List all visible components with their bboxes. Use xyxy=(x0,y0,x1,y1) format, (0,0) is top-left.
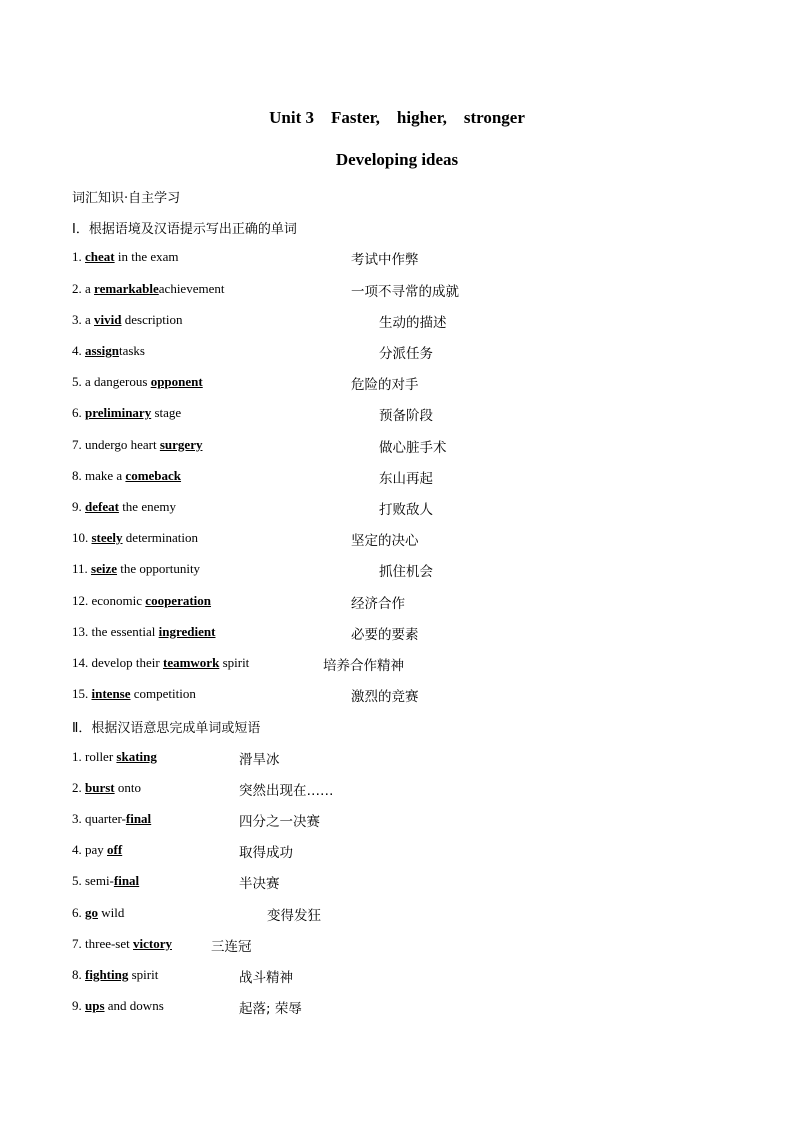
item-chinese-meaning: 半决赛 xyxy=(239,876,280,892)
item-chinese-meaning: 一项不寻常的成就 xyxy=(351,284,459,300)
item-chinese-meaning: 起落; 荣辱 xyxy=(239,1001,302,1017)
item-answer: preliminary xyxy=(85,405,152,420)
item-chinese-meaning: 坚定的决心 xyxy=(351,533,419,549)
item-answer: ingredient xyxy=(158,624,216,639)
item-answer: surgery xyxy=(159,437,203,452)
item-prefix: three-set xyxy=(85,936,134,951)
item-answer: defeat xyxy=(85,499,119,514)
item-chinese-meaning: 必要的要素 xyxy=(351,627,419,643)
list-item xyxy=(72,936,172,952)
item-chinese-meaning: 危险的对手 xyxy=(351,377,419,393)
item-suffix: onto xyxy=(114,780,141,795)
list-item xyxy=(72,499,176,515)
item-number: 2. xyxy=(72,780,82,795)
item-answer: go xyxy=(85,905,98,920)
item-chinese-meaning: 考试中作弊 xyxy=(351,252,419,268)
item-chinese-meaning: 三连冠 xyxy=(211,939,252,955)
item-chinese-meaning: 做心脏手术 xyxy=(379,440,447,456)
list-item xyxy=(72,593,211,609)
item-prefix: pay xyxy=(85,842,108,857)
item-chinese-meaning: 打败敌人 xyxy=(379,502,433,518)
list-item xyxy=(72,374,203,390)
list-item xyxy=(72,468,181,484)
list-item xyxy=(72,749,157,765)
item-chinese-meaning: 滑旱冰 xyxy=(239,752,280,768)
item-chinese-meaning: 抓住机会 xyxy=(379,564,433,580)
part2-heading: Ⅱ．根据汉语意思完成单词或短语 xyxy=(72,721,261,736)
item-suffix: tasks xyxy=(118,343,145,358)
item-answer: skating xyxy=(116,749,157,764)
item-chinese-meaning: 四分之一决赛 xyxy=(239,814,320,830)
list-item xyxy=(72,967,158,983)
item-chinese-meaning: 培养合作精神 xyxy=(323,658,404,674)
item-answer: final xyxy=(125,811,152,826)
item-answer: victory xyxy=(133,936,172,951)
item-answer: final xyxy=(113,873,140,888)
list-item xyxy=(72,405,181,421)
item-chinese-meaning: 战斗精神 xyxy=(239,970,293,986)
item-chinese-meaning: 预备阶段 xyxy=(379,408,433,424)
list-item xyxy=(72,686,196,702)
item-answer: off xyxy=(107,842,123,857)
item-answer: cooperation xyxy=(145,593,212,608)
section-label: 词汇知识·自主学习 xyxy=(72,191,181,206)
item-number: 5. xyxy=(72,374,82,389)
list-item xyxy=(72,811,151,827)
item-suffix: the enemy xyxy=(118,499,176,514)
item-number: 2. xyxy=(72,281,82,296)
item-suffix: and downs xyxy=(104,998,164,1013)
item-number: 6. xyxy=(72,405,82,420)
item-number: 9. xyxy=(72,499,82,514)
item-suffix: stage xyxy=(151,405,182,420)
item-answer: seize xyxy=(91,561,118,576)
list-item xyxy=(72,905,124,921)
item-answer: teamwork xyxy=(162,655,220,670)
item-suffix: spirit xyxy=(128,967,159,982)
item-number: 7. xyxy=(72,437,82,452)
item-number: 1. xyxy=(72,249,82,264)
item-answer: intense xyxy=(91,686,131,701)
item-prefix: a dangerous xyxy=(85,374,151,389)
item-prefix: develop their xyxy=(91,655,163,670)
item-number: 3. xyxy=(72,312,82,327)
item-answer: assign xyxy=(85,343,119,358)
item-answer: comeback xyxy=(125,468,182,483)
item-number: 8. xyxy=(72,967,82,982)
item-number: 3. xyxy=(72,811,82,826)
list-item xyxy=(72,624,215,640)
item-chinese-meaning: 东山再起 xyxy=(379,471,433,487)
item-answer: vivid xyxy=(94,312,122,327)
item-prefix: the essential xyxy=(91,624,159,639)
list-item xyxy=(72,281,224,297)
item-prefix: undergo heart xyxy=(85,437,160,452)
item-chinese-meaning: 变得发狂 xyxy=(267,908,321,924)
list-item xyxy=(72,343,145,359)
item-number: 8. xyxy=(72,468,82,483)
item-suffix: the opportunity xyxy=(117,561,201,576)
item-prefix: a xyxy=(85,312,95,327)
item-chinese-meaning: 突然出现在…… xyxy=(239,783,334,799)
item-answer: cheat xyxy=(85,249,115,264)
list-item xyxy=(72,873,139,889)
list-item xyxy=(72,530,198,546)
page-title: Unit 3 Faster, higher, stronger xyxy=(269,108,525,127)
item-number: 13. xyxy=(72,624,89,639)
item-number: 9. xyxy=(72,998,82,1013)
list-item xyxy=(72,780,141,796)
list-item xyxy=(72,842,122,858)
item-answer: steely xyxy=(91,530,123,545)
item-answer: fighting xyxy=(85,967,129,982)
list-item xyxy=(72,249,179,265)
item-suffix: achievement xyxy=(158,281,225,296)
item-answer: ups xyxy=(85,998,105,1013)
list-item xyxy=(72,998,164,1014)
item-suffix: spirit xyxy=(219,655,250,670)
item-number: 4. xyxy=(72,343,82,358)
item-number: 5. xyxy=(72,873,82,888)
item-chinese-meaning: 经济合作 xyxy=(351,596,405,612)
part1-heading: Ⅰ．根据语境及汉语提示写出正确的单词 xyxy=(72,222,297,237)
item-chinese-meaning: 取得成功 xyxy=(239,845,293,861)
item-number: 12. xyxy=(72,593,89,608)
item-number: 10. xyxy=(72,530,89,545)
item-suffix: wild xyxy=(98,905,125,920)
item-number: 1. xyxy=(72,749,82,764)
item-prefix: roller xyxy=(85,749,117,764)
item-number: 4. xyxy=(72,842,82,857)
item-prefix: semi- xyxy=(85,873,114,888)
item-answer: burst xyxy=(85,780,115,795)
item-number: 11. xyxy=(72,561,88,576)
page-subtitle: Developing ideas xyxy=(335,150,459,169)
item-prefix: quarter- xyxy=(85,811,126,826)
item-prefix: a xyxy=(85,281,95,296)
item-number: 6. xyxy=(72,905,82,920)
list-item xyxy=(72,655,249,671)
item-number: 14. xyxy=(72,655,89,670)
item-answer: remarkable xyxy=(94,281,159,296)
item-chinese-meaning: 激烈的竞赛 xyxy=(351,689,419,705)
item-suffix: in the exam xyxy=(114,249,179,264)
item-number: 7. xyxy=(72,936,82,951)
item-suffix: competition xyxy=(130,686,196,701)
item-answer: opponent xyxy=(150,374,203,389)
item-number: 15. xyxy=(72,686,89,701)
item-chinese-meaning: 生动的描述 xyxy=(379,315,447,331)
item-suffix: description xyxy=(121,312,183,327)
list-item xyxy=(72,437,202,453)
item-chinese-meaning: 分派任务 xyxy=(379,346,433,362)
item-prefix: economic xyxy=(91,593,146,608)
list-item xyxy=(72,561,200,577)
item-prefix: make a xyxy=(85,468,126,483)
list-item xyxy=(72,312,183,328)
item-suffix: determination xyxy=(122,530,198,545)
